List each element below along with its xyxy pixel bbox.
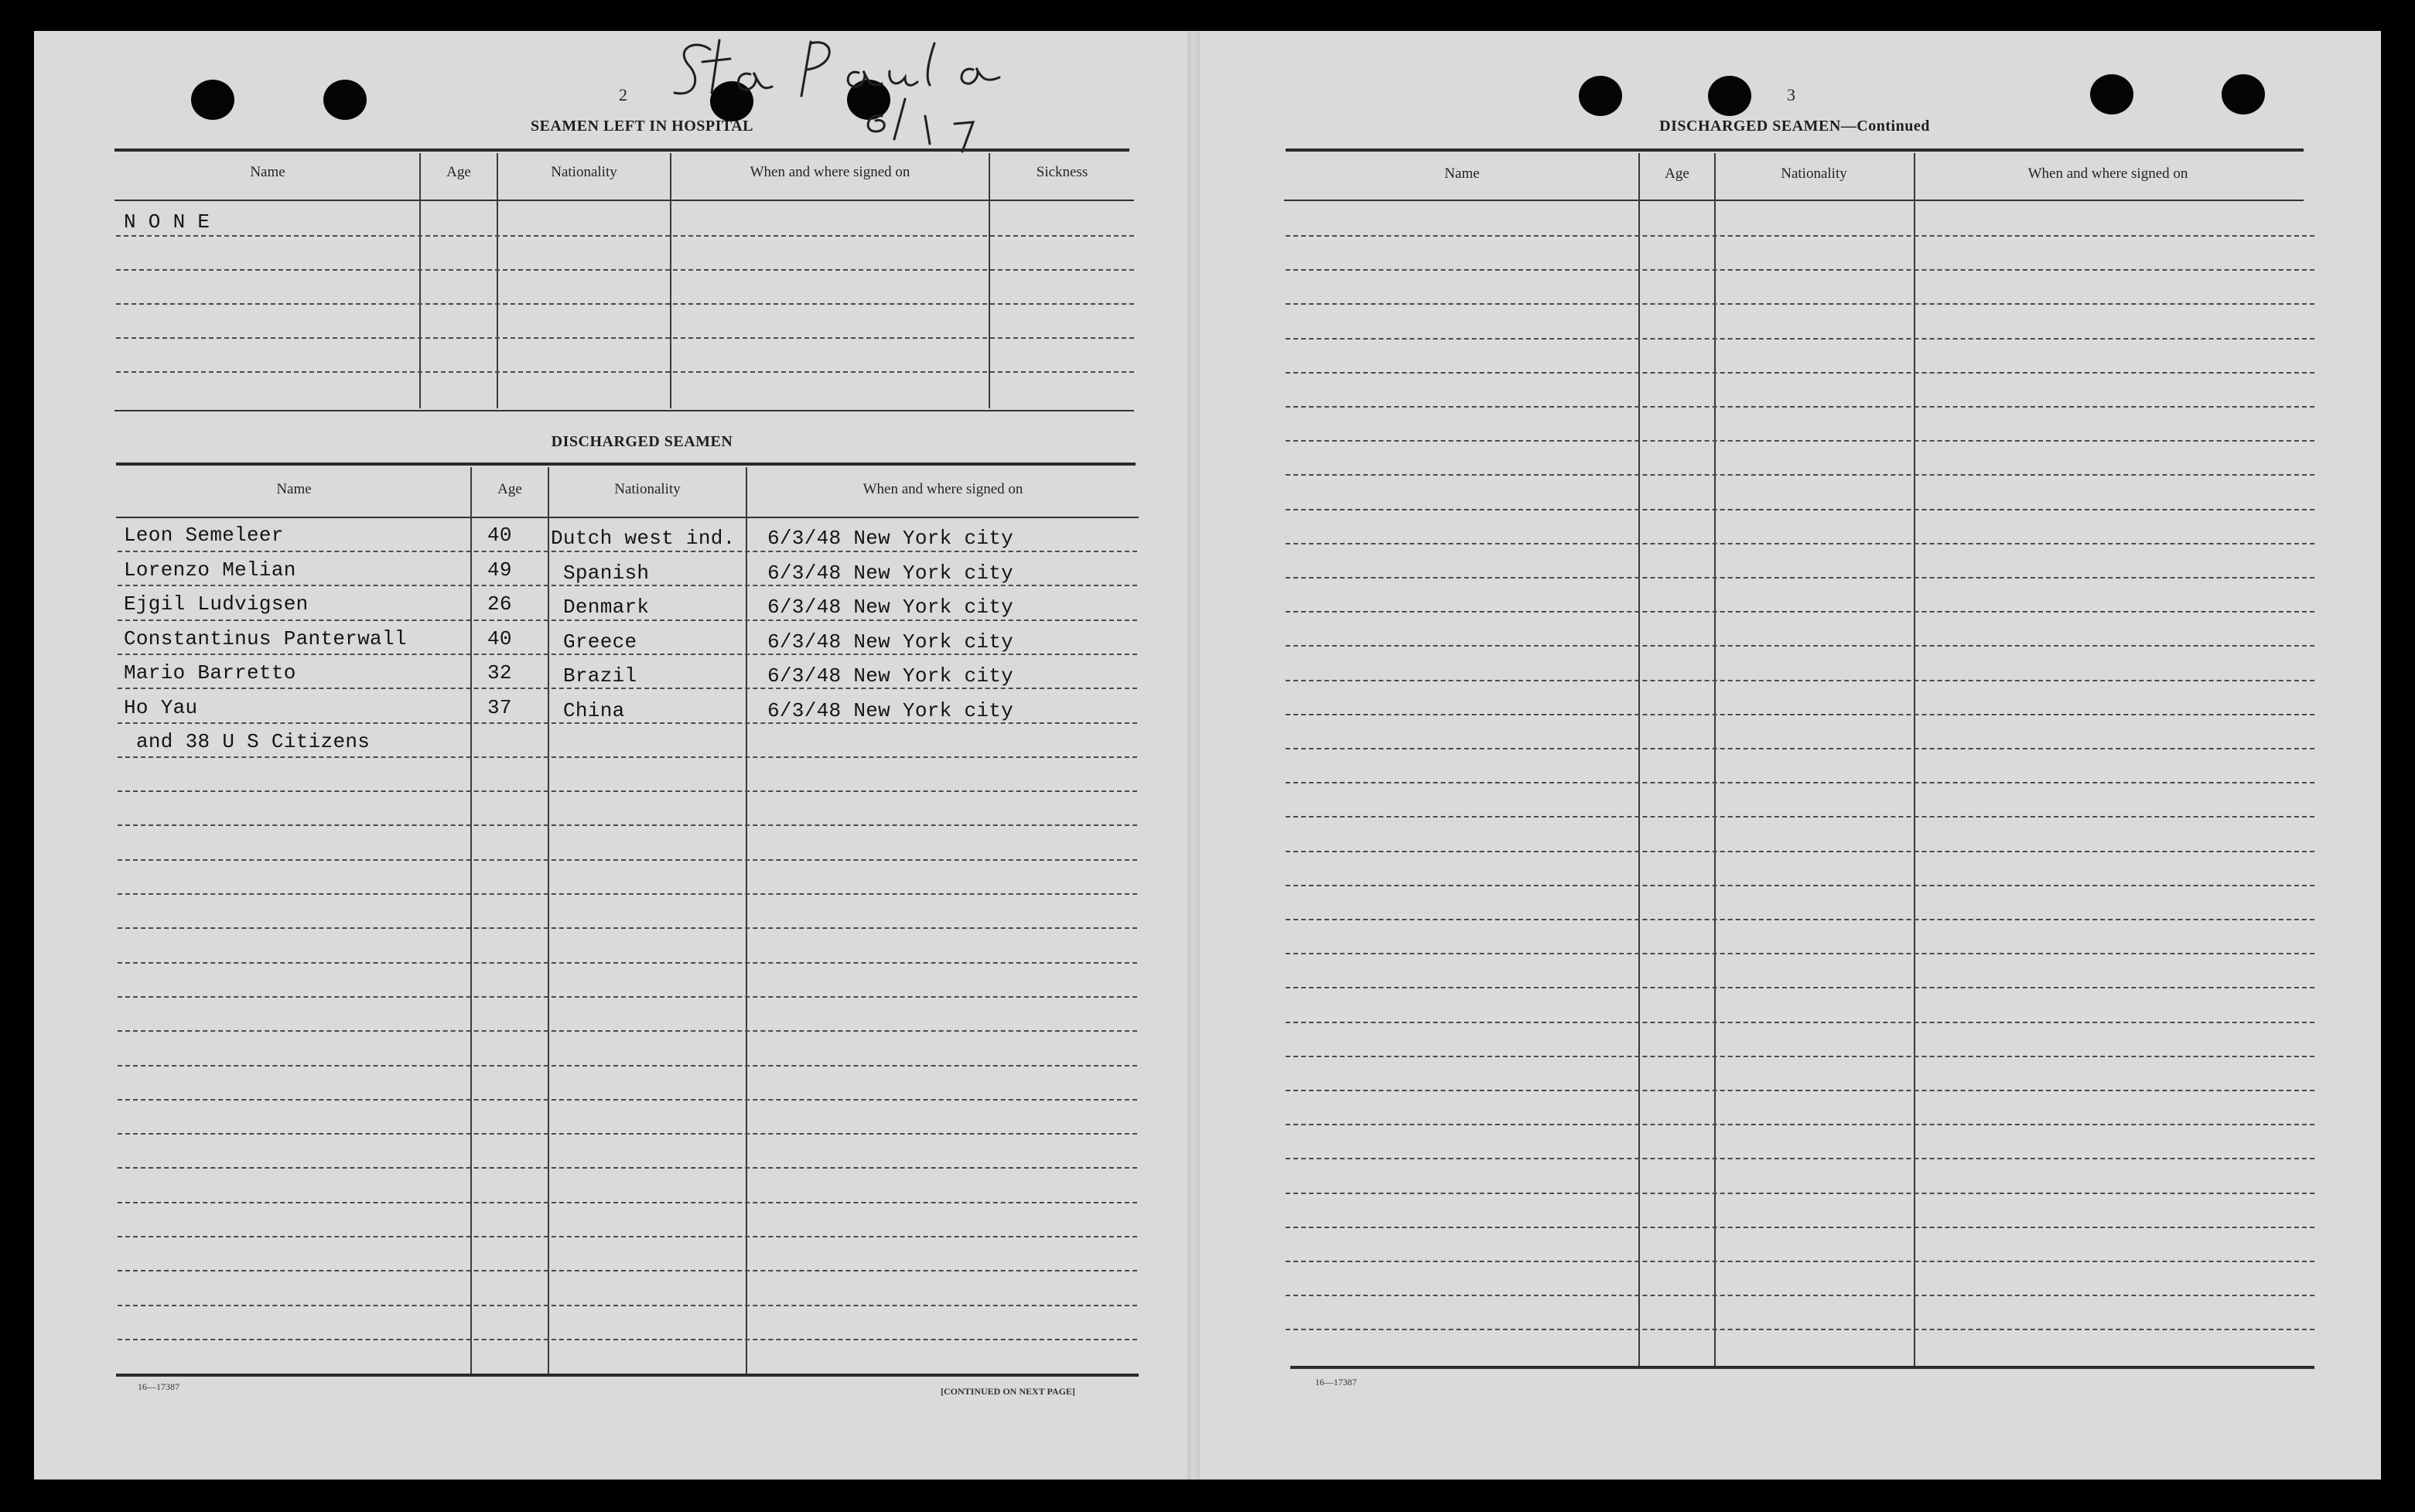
hospital-ruled-line <box>116 337 1134 339</box>
hospital-vline <box>989 153 990 408</box>
discharged-top-rule <box>116 462 1136 466</box>
hospital-col-signed-on: When and where signed on <box>750 164 910 180</box>
right-ruled-line <box>1286 714 2314 715</box>
discharged-ruled-line <box>118 1065 1137 1067</box>
discharged-col-age: Age <box>497 481 522 497</box>
right-ruled-line <box>1286 1261 2314 1262</box>
row-age: 40 <box>487 626 512 650</box>
row-age: 32 <box>487 661 512 684</box>
row-nationality: Greece <box>563 630 637 654</box>
right-ruled-line <box>1286 1022 2314 1023</box>
left-form-number: 16—17387 <box>138 1381 179 1392</box>
discharged-ruled-line <box>118 688 1137 689</box>
hospital-top-rule <box>114 148 1129 152</box>
right-ruled-line <box>1286 885 2314 886</box>
row-nationality: Brazil <box>563 664 637 688</box>
row-signed-on: 6/3/48 New York city <box>767 596 1014 619</box>
discharged-ruled-line <box>118 790 1137 792</box>
discharged-vline <box>470 467 472 1374</box>
discharged-vline <box>746 467 747 1374</box>
right-vline <box>1914 153 1915 1369</box>
right-ruled-line <box>1286 645 2314 647</box>
row-nationality: Denmark <box>563 596 650 619</box>
right-ruled-line <box>1286 1090 2314 1091</box>
right-ruled-line <box>1286 1329 2314 1330</box>
right-ruled-line <box>1286 1124 2314 1125</box>
right-header-rule <box>1284 200 2304 201</box>
hospital-ruled-line <box>116 269 1134 271</box>
right-ruled-line <box>1286 269 2314 271</box>
hospital-col-name: Name <box>250 164 285 180</box>
hospital-entry-none: N O N E <box>124 210 210 234</box>
right-ruled-line <box>1286 680 2314 681</box>
right-ruled-line <box>1286 611 2314 613</box>
hospital-col-nationality: Nationality <box>551 164 617 180</box>
left-page-bottom-rule <box>116 1374 1139 1377</box>
discharged-header-rule <box>116 517 1139 518</box>
hospital-vline <box>497 153 498 408</box>
hospital-ruled-line <box>116 235 1134 237</box>
discharged-ruled-line <box>118 756 1137 758</box>
right-ruled-line <box>1286 372 2314 374</box>
row-age: 37 <box>487 695 512 719</box>
hospital-vline <box>670 153 671 408</box>
right-page-number: 3 <box>1787 85 1795 104</box>
row-name: Leon Semeleer <box>124 524 284 547</box>
row-age: 49 <box>487 558 512 582</box>
hospital-ruled-line <box>116 303 1134 305</box>
right-ruled-line <box>1286 474 2314 476</box>
right-vline <box>1638 153 1640 1369</box>
discharged-ruled-line <box>118 1339 1137 1340</box>
row-signed-on: 6/3/48 New York city <box>767 698 1014 722</box>
right-col-name: Name <box>1444 166 1480 182</box>
right-ruled-line <box>1286 543 2314 544</box>
discharged-ruled-line <box>118 1305 1137 1306</box>
right-col-age: Age <box>1665 166 1689 182</box>
row-signed-on: 6/3/48 New York city <box>767 561 1014 585</box>
row-age: 40 <box>487 524 512 547</box>
discharged-ruled-line <box>118 927 1137 929</box>
discharged-ruled-line <box>118 859 1137 861</box>
discharged-ruled-line <box>118 996 1137 998</box>
handwritten-note-line-2 <box>874 116 876 117</box>
discharged-ruled-line <box>118 585 1137 586</box>
discharged-col-signed-on: When and where signed on <box>862 481 1023 497</box>
row-signed-on: 6/3/48 New York city <box>767 630 1014 654</box>
right-page-bottom-rule <box>1290 1366 2314 1369</box>
right-ruled-line <box>1286 1193 2314 1194</box>
right-ruled-line <box>1286 816 2314 817</box>
right-ruled-line <box>1286 440 2314 442</box>
right-ruled-line <box>1286 577 2314 579</box>
discharged-ruled-line <box>118 1030 1137 1032</box>
discharged-ruled-line <box>118 654 1137 655</box>
row-nationality: Dutch west ind. <box>551 527 736 550</box>
discharged-ruled-line <box>118 1270 1137 1271</box>
right-page-title: DISCHARGED SEAMEN—Continued <box>1659 118 1930 135</box>
discharged-ruled-line <box>118 551 1137 552</box>
discharged-ruled-line <box>118 619 1137 621</box>
row-name: Lorenzo Melian <box>124 558 296 582</box>
row-nationality: China <box>563 698 625 722</box>
discharged-col-name: Name <box>276 481 312 497</box>
right-vline <box>1714 153 1716 1369</box>
left-page-number: 2 <box>619 85 627 104</box>
right-ruled-line <box>1286 748 2314 749</box>
right-col-nationality: Nationality <box>1781 166 1847 182</box>
hospital-ruled-line <box>116 371 1134 373</box>
discharged-col-nationality: Nationality <box>614 481 681 497</box>
right-ruled-line <box>1286 406 2314 408</box>
hospital-vline <box>419 153 421 408</box>
discharged-ruled-line <box>118 1202 1137 1203</box>
hospital-bottom-rule <box>114 410 1134 411</box>
row-name: Ho Yau <box>124 695 198 719</box>
right-ruled-line <box>1286 953 2314 954</box>
right-ruled-line <box>1286 782 2314 783</box>
hospital-col-age: Age <box>446 164 471 180</box>
right-ruled-line <box>1286 1295 2314 1296</box>
discharged-ruled-line <box>118 824 1137 826</box>
discharged-ruled-line <box>118 962 1137 964</box>
discharged-vline <box>548 467 549 1374</box>
right-ruled-line <box>1286 235 2314 237</box>
discharged-ruled-line <box>118 722 1137 724</box>
right-ruled-line <box>1286 338 2314 340</box>
discharged-extra-line: and 38 U S Citizens <box>136 730 371 753</box>
discharged-ruled-line <box>118 1167 1137 1169</box>
continued-note: [CONTINUED ON NEXT PAGE] <box>941 1386 1075 1397</box>
right-ruled-line <box>1286 919 2314 920</box>
row-name: Ejgil Ludvigsen <box>124 592 309 616</box>
right-ruled-line <box>1286 303 2314 305</box>
right-col-signed-on: When and where signed on <box>2027 166 2188 182</box>
discharged-ruled-line <box>118 1236 1137 1237</box>
right-ruled-line <box>1286 1056 2314 1057</box>
row-name: Mario Barretto <box>124 661 296 684</box>
handwritten-note-line-1 <box>696 46 699 47</box>
hospital-section-title: SEAMEN LEFT IN HOSPITAL <box>530 118 754 135</box>
right-ruled-line <box>1286 1227 2314 1228</box>
discharged-section-title: DISCHARGED SEAMEN <box>551 433 733 450</box>
hospital-header-rule <box>114 200 1134 201</box>
row-name: Constantinus Panterwall <box>124 626 407 650</box>
discharged-ruled-line <box>118 1099 1137 1101</box>
discharged-ruled-line <box>118 1133 1137 1135</box>
right-ruled-line <box>1286 851 2314 852</box>
row-age: 26 <box>487 592 512 616</box>
row-nationality: Spanish <box>563 561 650 585</box>
right-top-rule <box>1286 148 2304 152</box>
right-ruled-line <box>1286 509 2314 510</box>
right-form-number: 16—17387 <box>1315 1377 1357 1387</box>
right-ruled-line <box>1286 1158 2314 1159</box>
right-ruled-line <box>1286 987 2314 988</box>
row-signed-on: 6/3/48 New York city <box>767 664 1014 688</box>
discharged-ruled-line <box>118 893 1137 895</box>
hospital-col-sickness: Sickness <box>1036 164 1088 180</box>
row-signed-on: 6/3/48 New York city <box>767 527 1014 550</box>
